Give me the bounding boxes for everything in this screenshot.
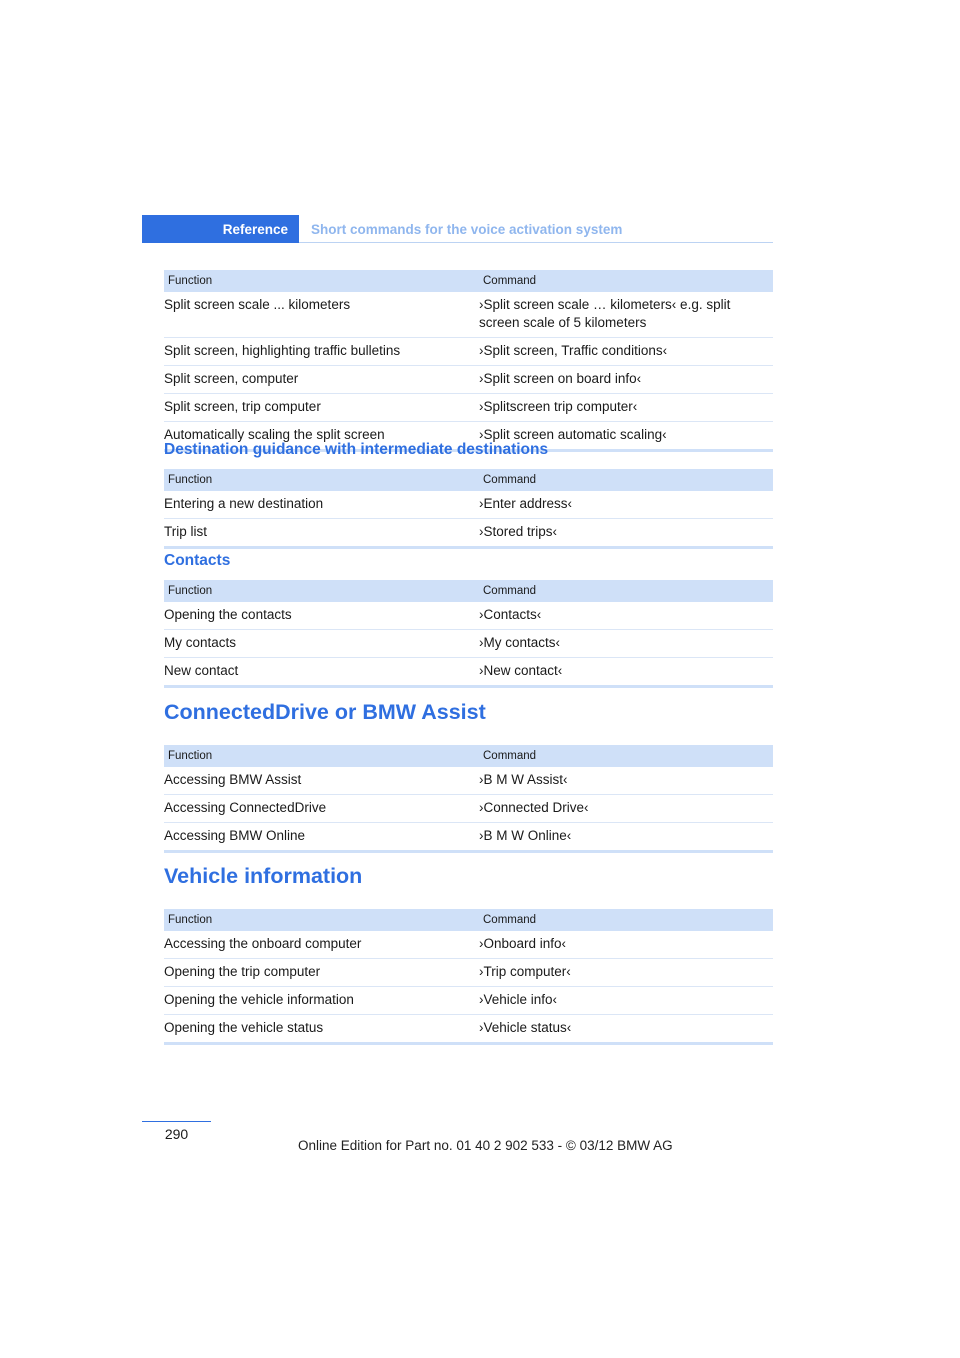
function-cell: Opening the vehicle status xyxy=(164,1015,479,1044)
command-cell: ›Stored trips‹ xyxy=(479,519,773,548)
command-cell: ›Vehicle info‹ xyxy=(479,987,773,1015)
command-cell: ›B M W Assist‹ xyxy=(479,767,773,795)
vehicle-info-heading: Vehicle information xyxy=(164,864,363,888)
table-row xyxy=(164,630,773,658)
table-row xyxy=(164,823,773,852)
command-cell: ›Onboard info‹ xyxy=(479,931,773,959)
table-header-row xyxy=(164,580,773,602)
command-cell: ›My contacts‹ xyxy=(479,630,773,658)
command-cell: ›B M W Online‹ xyxy=(479,823,773,852)
function-cell: My contacts xyxy=(164,630,479,658)
function-column-header: Function xyxy=(164,745,479,767)
footer-edition-note: Online Edition for Part no. 01 40 2 902 533 - © 03/12 BMW AG xyxy=(298,1138,673,1153)
command-cell: ›Trip computer‹ xyxy=(479,959,773,987)
function-cell: Opening the contacts xyxy=(164,602,479,630)
connected-drive-table-section xyxy=(164,745,773,853)
command-cell: ›Split screen, Traffic conditions‹ xyxy=(479,338,773,366)
function-cell: Split screen, trip computer xyxy=(164,394,479,422)
command-column-header: Command xyxy=(479,909,773,931)
command-cell: ›Splitscreen trip computer‹ xyxy=(479,394,773,422)
command-cell: ›Enter address‹ xyxy=(479,491,773,519)
table-header-row xyxy=(164,909,773,931)
function-cell: Entering a new destination xyxy=(164,491,479,519)
function-cell: Split screen scale ... kilometers xyxy=(164,292,479,338)
function-column-header: Function xyxy=(164,580,479,602)
table-header-row xyxy=(164,270,773,292)
table-row xyxy=(164,519,773,548)
function-column-header: Function xyxy=(164,270,479,292)
command-table xyxy=(164,469,773,549)
header-rule xyxy=(299,242,773,243)
split-screen-table-section xyxy=(164,270,773,452)
command-table xyxy=(164,745,773,853)
table-row xyxy=(164,602,773,630)
command-column-header: Command xyxy=(479,580,773,602)
function-cell: Accessing BMW Assist xyxy=(164,767,479,795)
function-column-header: Function xyxy=(164,909,479,931)
function-cell: Split screen, computer xyxy=(164,366,479,394)
table-row xyxy=(164,767,773,795)
function-cell: Automatically scaling the split screen xyxy=(164,422,479,451)
destination-table-section xyxy=(164,469,773,549)
section-tab: Reference xyxy=(142,215,299,243)
destination-heading: Destination guidance with intermediate destinations xyxy=(164,441,549,458)
command-column-header: Command xyxy=(479,270,773,292)
command-table xyxy=(164,270,773,452)
table-row xyxy=(164,394,773,422)
command-cell: ›Split screen automatic scaling‹ xyxy=(479,422,773,451)
command-cell: ›Split screen on board info‹ xyxy=(479,366,773,394)
function-cell: Accessing BMW Online xyxy=(164,823,479,852)
function-cell: Accessing the onboard computer xyxy=(164,931,479,959)
table-row xyxy=(164,959,773,987)
table-row xyxy=(164,931,773,959)
table-row xyxy=(164,987,773,1015)
connected-drive-heading: ConnectedDrive or BMW Assist xyxy=(164,700,486,724)
command-cell: ›Vehicle status‹ xyxy=(479,1015,773,1044)
function-cell: Trip list xyxy=(164,519,479,548)
page-number: 290 xyxy=(164,1126,189,1142)
table-row xyxy=(164,491,773,519)
function-column-header: Function xyxy=(164,469,479,491)
function-cell: Opening the vehicle information xyxy=(164,987,479,1015)
page-number-rule xyxy=(142,1121,211,1122)
function-cell: Split screen, highlighting traffic bulletins xyxy=(164,338,479,366)
table-header-row xyxy=(164,469,773,491)
table-row xyxy=(164,658,773,687)
command-cell: ›New contact‹ xyxy=(479,658,773,687)
command-column-header: Command xyxy=(479,469,773,491)
function-cell: New contact xyxy=(164,658,479,687)
command-table xyxy=(164,580,773,688)
vehicle-info-table-section xyxy=(164,909,773,1045)
table-header-row xyxy=(164,745,773,767)
page-subtitle: Short commands for the voice activation system xyxy=(311,222,623,237)
command-cell: ›Split screen scale … kilometers‹ e.g. split screen scale of 5 kilometers xyxy=(479,292,773,338)
table-row xyxy=(164,366,773,394)
command-cell: ›Connected Drive‹ xyxy=(479,795,773,823)
command-column-header: Command xyxy=(479,745,773,767)
table-row xyxy=(164,795,773,823)
contacts-heading: Contacts xyxy=(164,552,231,569)
table-row xyxy=(164,1015,773,1044)
function-cell: Opening the trip computer xyxy=(164,959,479,987)
contacts-table-section xyxy=(164,580,773,688)
function-cell: Accessing ConnectedDrive xyxy=(164,795,479,823)
table-row xyxy=(164,338,773,366)
table-row xyxy=(164,292,773,338)
command-cell: ›Contacts‹ xyxy=(479,602,773,630)
command-table xyxy=(164,909,773,1045)
